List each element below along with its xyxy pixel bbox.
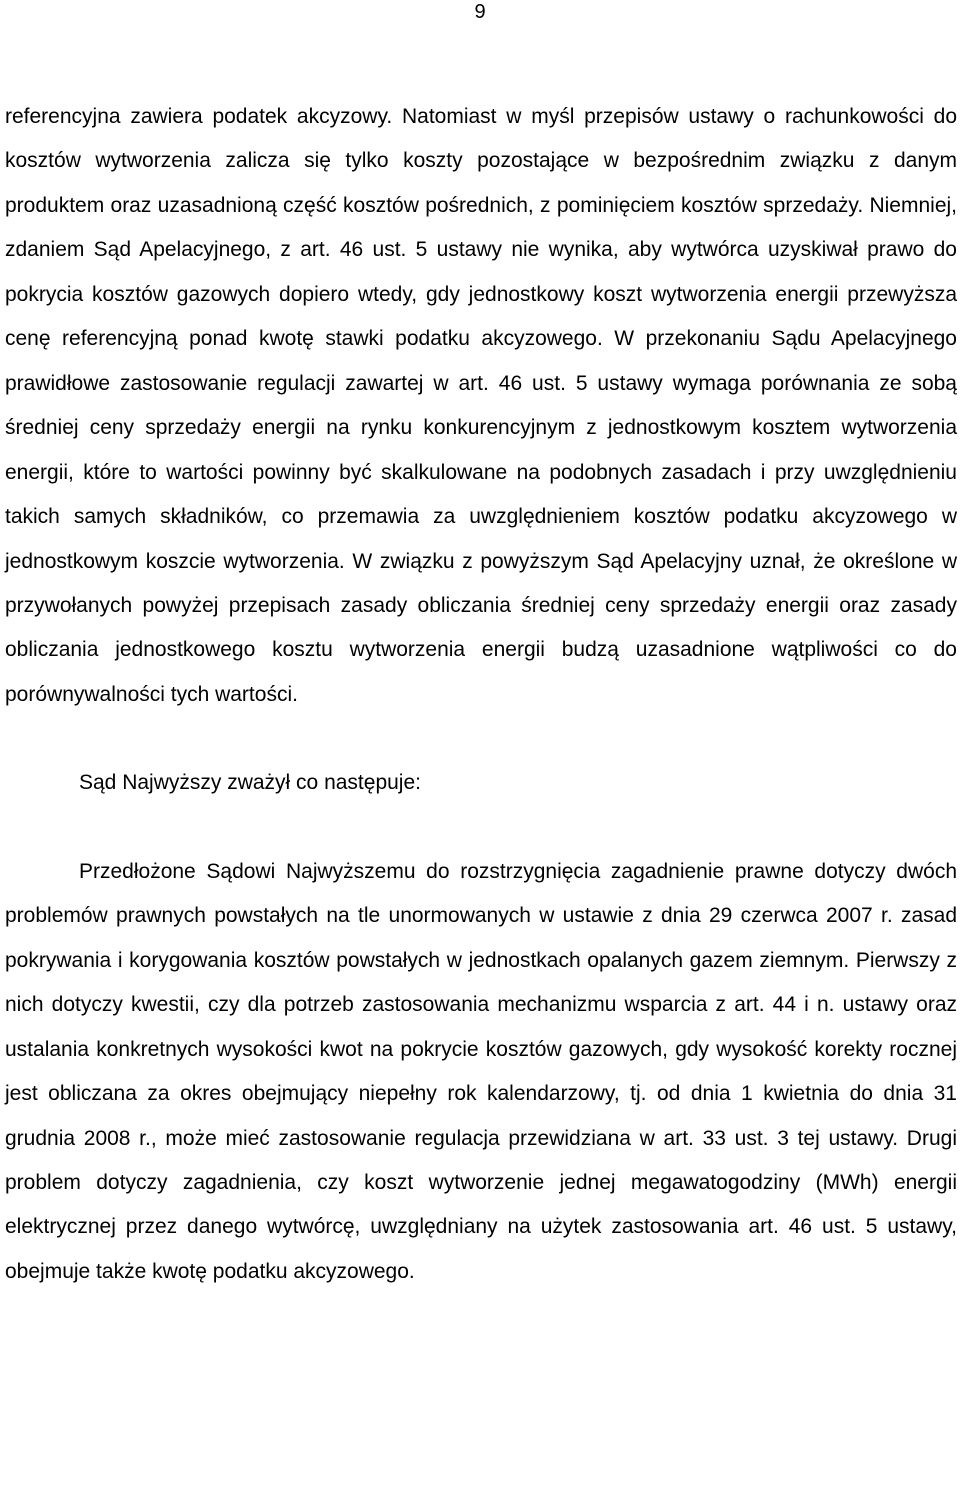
paragraph-legal-question: Przedłożone Sądowi Najwyższemu do rozstrzygnięcia zagadnienie prawne dotyczy dwóch problemów prawnych powstałych na tle unormowanych w ustawie z dnia 29 czerwca 2007 r. zasad pokrywania i korygowania kosztów powstałych w jednostkach opalanych gazem ziemnym. Pierwszy z nich dotyczy kwestii, czy dla potrzeb zastosowania mechanizmu wsparcia z art. 44 i n. ustawy oraz ustalania konkretnych wysokości kwot na pokrycie kosztów gazowych, gdy wysokość korekty rocznej jest obliczana za okres obejmujący niepełny rok kalendarzowy, tj. od dnia 1 kwietnia do dnia 31 grudnia 2008 r., może mieć zastosowanie regulacja przewidziana w art. 33 ust. 3 tej ustawy. Drugi problem dotyczy zagadnienia, czy koszt wytworzenie jednej megawatogodziny (MWh) energii elektrycznej przez danego wytwórcę, uwzględniany na użytek zastosowania art. 46 ust. 5 ustawy, obejmuje także kwotę podatku akcyzowego. [5, 859, 957, 1283]
document-body [5, 95, 957, 1294]
section-heading: Sąd Najwyższy zważył co następuje: [79, 771, 421, 795]
paragraph-continuation: referencyjna zawiera podatek akcyzowy. Natomiast w myśl przepisów ustawy o rachunkowości do kosztów wytworzenia zalicza się tylko koszty pozostające w bezpośrednim związku z danym produktem oraz uzasadnioną część kosztów pośrednich, z pominięciem kosztów sprzedaży. Niemniej, zdaniem Sąd Apelacyjnego, z art. 46 ust. 5 ustawy nie wynika, aby wytwórca uzyskiwał prawo do pokrycia kosztów gazowych dopiero wtedy, gdy jednostkowy koszt wytworzenia energii przewyższa cenę referencyjną ponad kwotę stawki podatku akcyzowego. W przekonaniu Sądu Apelacyjnego prawidłowe zastosowanie regulacji zawartej w art. 46 ust. 5 ustawy wymaga porównania ze sobą średniej ceny sprzedaży energii na rynku konkurencyjnym z jednostkowym kosztem wytworzenia energii, które to wartości powinny być skalkulowane na podobnych zasadach i przy uwzględnieniu takich samych składników, co przemawia za uwzględnieniem kosztów podatku akcyzowego w jednostkowym koszcie wytworzenia. W związku z powyższym Sąd Apelacyjny uznał, że określone w przywołanych powyżej przepisach zasady obliczania średniej ceny sprzedaży energii oraz zasady obliczania jednostkowego kosztu wytworzenia energii budzą uzasadnione wątpliwości co do porównywalności tych wartości. [5, 105, 957, 706]
page-number: 9 [474, 1, 486, 23]
